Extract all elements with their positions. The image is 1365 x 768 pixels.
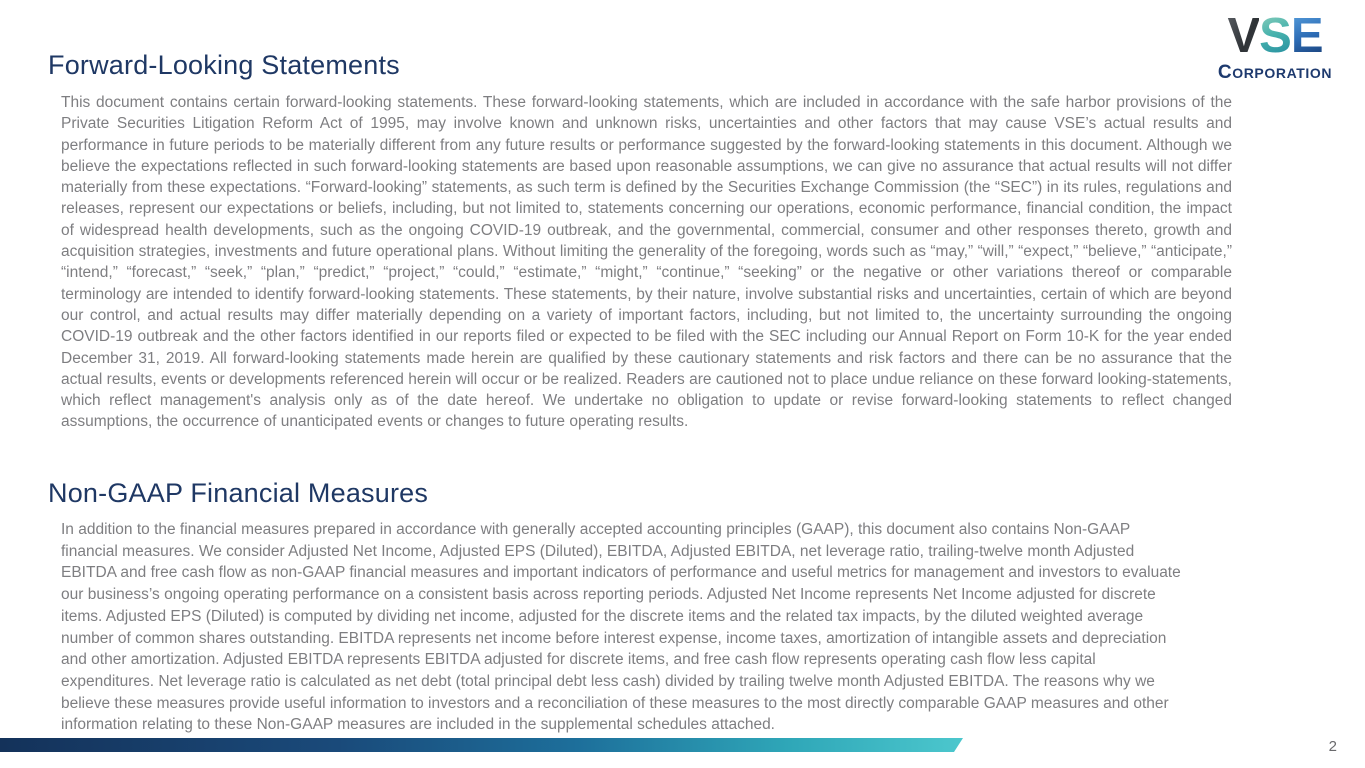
forward-looking-statements-paragraph: This document contains certain forward-looking statements. These forward-looking statements, which are included in accordance with the safe harbor provisions of the Private Securities Litigation Reform Act of 1995, may involve known and unknown risks, uncertainties and other factors that may cause VSE’s actual results and performance in future periods to be materially different from any future results or performance suggested by the forward-looking statements in this document. Although we believe the expectations reflected in such forward-looking statements are based upon reasonable assumptions, we can give no assurance that actual results will not differ materially from these expectations. “Forward-looking” statements, as such term is defined by the Securities Exchange Commission (the “SEC”) in its rules, regulations and releases, represent our expectations or beliefs, including, but not limited to, statements concerning our operations, economic performance, financial condition, the impact of widespread health developments, such as the ongoing COVID-19 outbreak, and the governmental, commercial, consumer and other responses thereto, growth and acquisition strategies, investments and future operational plans. Without limiting the generality of the foregoing, words such as “may,” “will,” “expect,” “believe,” “anticipate,” “intend,” “forecast,” “seek,” “plan,” “predict,” “project,” “could,” “estimate,” “might,” “continue,” “seeking” or the negative or other variations thereof or comparable terminology are intended to identify forward-looking statements. These statements, by their nature, involve substantial risks and uncertainties, certain of which are beyond our control, and actual results may differ materially depending on a variety of important factors, including, but not limited to, the uncertainty surrounding the ongoing COVID-19 outbreak and the other factors identified in our reports filed or expected to be filed with the SEC including our Annual Report on Form 10-K for the year ended December 31, 2019. All forward-looking statements made herein are qualified by these cautionary statements and risk factors and there can be no assurance that the actual results, events or developments referenced herein will occur or be realized. Readers are cautioned not to place undue reliance on these forward looking-statements, which reflect management's analysis only as of the date hereof. We undertake no obligation to update or revise forward-looking statements to reflect changed assumptions, the occurrence of unanticipated events or changes to future operating results. (61, 94, 1232, 431)
non-gaap-financial-measures-paragraph: In addition to the financial measures prepared in accordance with generally accepted accounting principles (GAAP), this document also contains Non-GAAP financial measures. We consider Adjusted Net Income, Adjusted EPS (Diluted), EBITDA, Adjusted EBITDA, net leverage ratio, trailing-twelve month Adjusted EBITDA and free cash flow as non-GAAP financial measures and important indicators of performance and useful metrics for management and investors to evaluate our business’s ongoing operating performance on a consistent basis across reporting periods. Adjusted Net Income represents Net Income adjusted for discrete items. Adjusted EPS (Diluted) is computed by dividing net income, adjusted for the discrete items and the related tax impacts, by the diluted weighted average number of common shares outstanding. EBITDA represents net income before interest expense, income taxes, amortization of intangible assets and depreciation and other amortization. Adjusted EBITDA represents EBITDA adjusted for discrete items, and free cash flow represents operating cash flow less capital expenditures. Net leverage ratio is calculated as net debt (total principal debt less cash) divided by trailing twelve month Adjusted EBITDA. The reasons why we believe these measures provide useful information to investors and a reconciliation of these measures to the most directly comparable GAAP measures and other information relating to these Non-GAAP measures are included in the supplemental schedules attached. (61, 521, 1181, 734)
logo-letter-s: S (1259, 9, 1291, 63)
vse-corporation-logo (1213, 9, 1337, 83)
non-gaap-financial-measures-heading: Non-GAAP Financial Measures (48, 478, 429, 508)
logo-letter-v: V (1227, 9, 1260, 63)
vse-logo-letters (1213, 9, 1337, 63)
forward-looking-statements-heading: Forward-Looking Statements (48, 50, 400, 80)
logo-letter-e: E (1290, 9, 1323, 63)
footer-gradient-bar (0, 738, 963, 752)
logo-subtitle: CORPORATION (1217, 62, 1333, 83)
page-number: 2 (1328, 738, 1337, 755)
